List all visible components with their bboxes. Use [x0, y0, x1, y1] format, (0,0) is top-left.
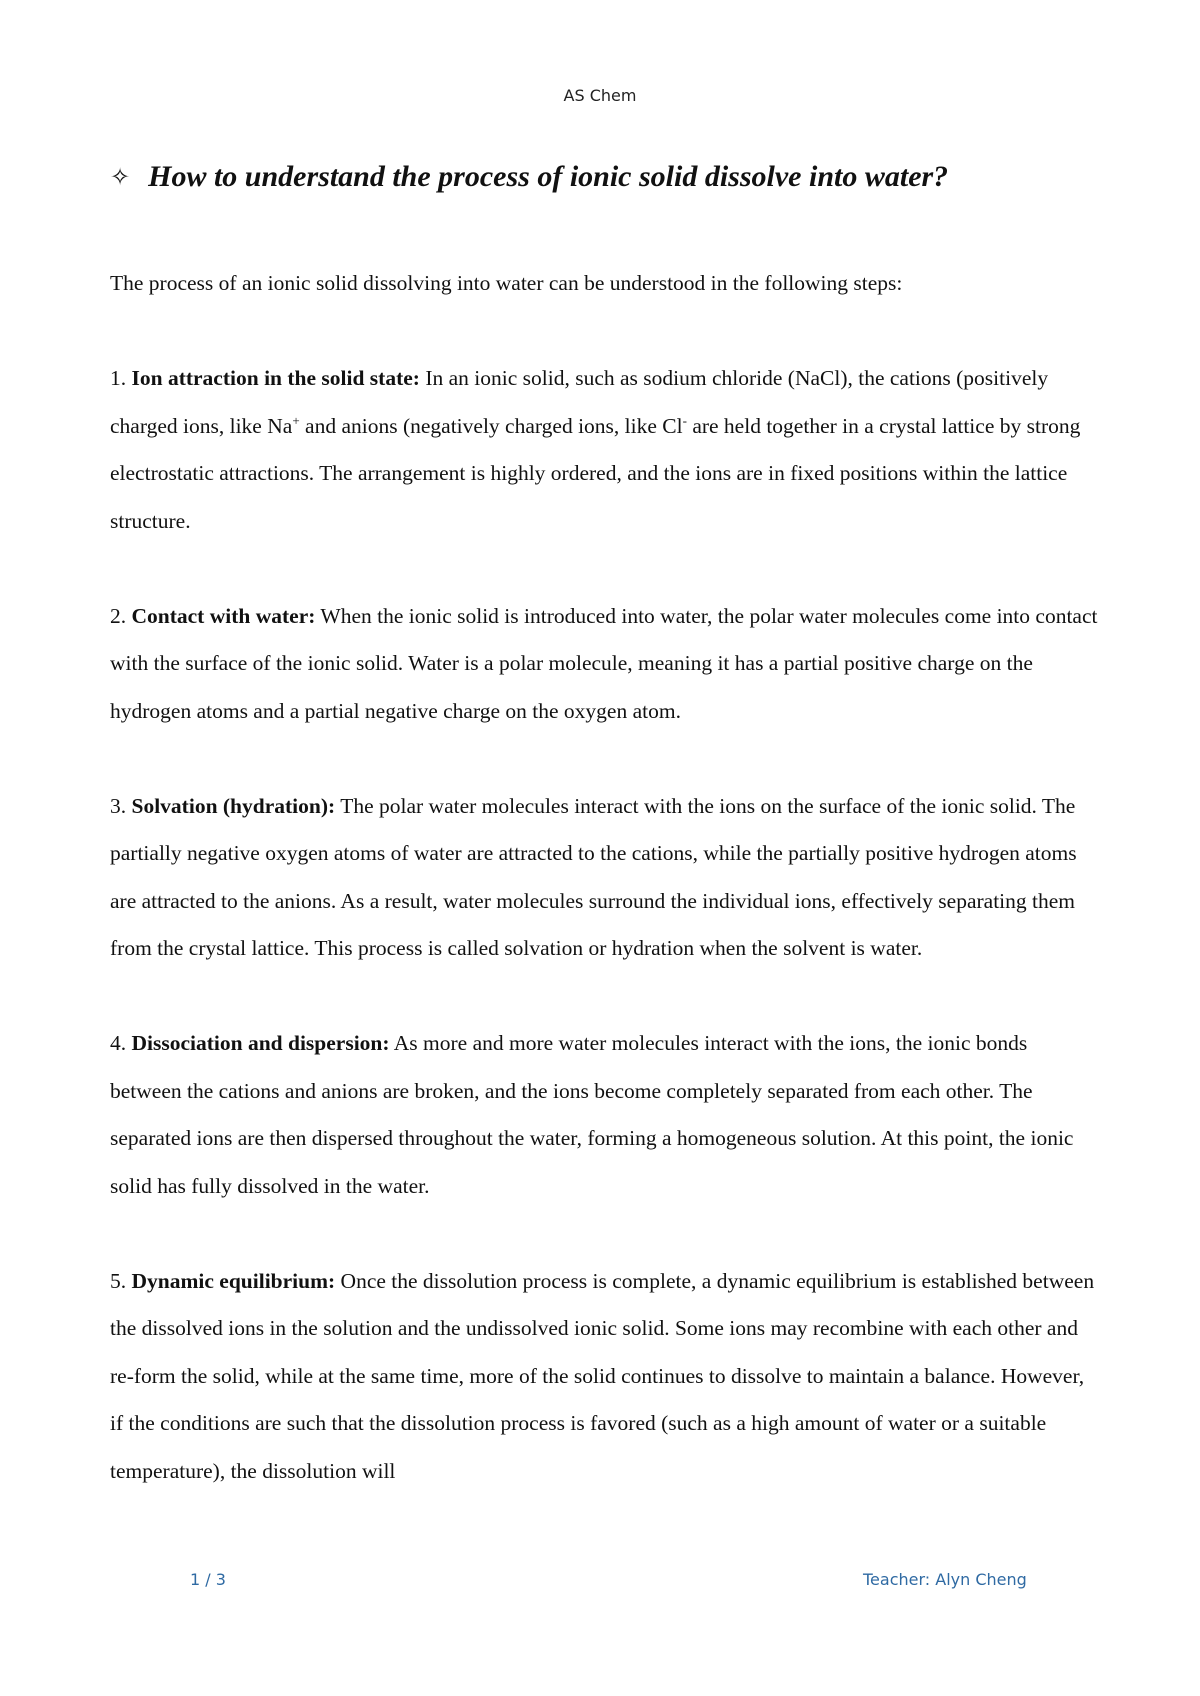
step-body: and anions (negatively charged ions, like Cl [299, 413, 683, 438]
running-header: AS Chem [563, 86, 637, 105]
step-body: are held together in a crystal lattice by strong electrostatic attractions. The arrangement is highly ordered, and the ions are in fixed positions within the lattice structure. [110, 413, 1081, 533]
step-title: Dissociation and dispersion: [131, 1031, 390, 1055]
step-title: Solvation (hydration): [131, 793, 336, 818]
intro-paragraph: The process of an ionic solid dissolving into water can be understood in the following steps: [110, 271, 903, 295]
document-body [110, 260, 1100, 1495]
step-number: 1. [110, 366, 127, 390]
step-title: Dynamic equilibrium: [131, 1268, 336, 1293]
step-number: 2. [110, 603, 127, 628]
step-number: 5. [110, 1268, 127, 1293]
superscript-plus: + [292, 412, 300, 428]
step-title: Ion attraction in the solid state: [131, 366, 420, 390]
step-body: As more and more water molecules interact with the ions, the ionic bonds between the cations and anions are broken, and the ions become completely separated from each other. The separated ions are then dispersed throughout the water, forming a homogeneous solution. At this point, the ionic solid has fully dissolved in the water. [110, 1031, 1074, 1198]
step-title: Contact with water: [131, 603, 316, 628]
step-number: 4. [110, 1031, 127, 1055]
step-body: The polar water molecules interact with the ions on the surface of the ionic solid. The partially negative oxygen atoms of water are attracted to the cations, while the partially positive hydrogen atoms are attracted to the anions. As a result, water molecules surround the individual ions, effectively separating them from the crystal lattice. This process is called solvation or hydration when the solvent is water. [110, 793, 1077, 960]
superscript-minus: - [682, 412, 687, 428]
step-2-paragraph [110, 593, 1100, 736]
heading-text: How to understand the process of ionic solid dissolve into water? [148, 160, 949, 193]
step-4-paragraph [110, 1020, 1100, 1210]
step-body: When the ionic solid is introduced into water, the polar water molecules come into contact with the surface of the ionic solid. Water is a polar molecule, meaning it has a partial positive charge on the hydrogen atoms and a partial negative charge on the oxygen atom. [110, 603, 1098, 723]
step-body: Once the dissolution process is complete, a dynamic equilibrium is established between the dissolved ions in the solution and the undissolved ionic solid. Some ions may recombine with each other and re-form the solid, while at the same time, more of the solid continues to dissolve to maintain a balance. However, if the conditions are such that the dissolution process is favored (such as a high amount of water or a suitable temperature), the dissolution will [110, 1268, 1095, 1483]
heading [110, 160, 1110, 194]
step-body: In an ionic solid, such as sodium chloride (NaCl), the cations (positively charged ions, like Na [110, 366, 1049, 438]
page-number: 1 / 3 [190, 1570, 226, 1589]
step-3-paragraph [110, 783, 1100, 973]
four-pointed-star-outline-icon: ✧ [110, 163, 131, 191]
step-1-paragraph [110, 355, 1100, 545]
step-number: 3. [110, 793, 127, 818]
step-5-paragraph [110, 1258, 1100, 1496]
footer-teacher: Teacher: Alyn Cheng [863, 1570, 1027, 1589]
